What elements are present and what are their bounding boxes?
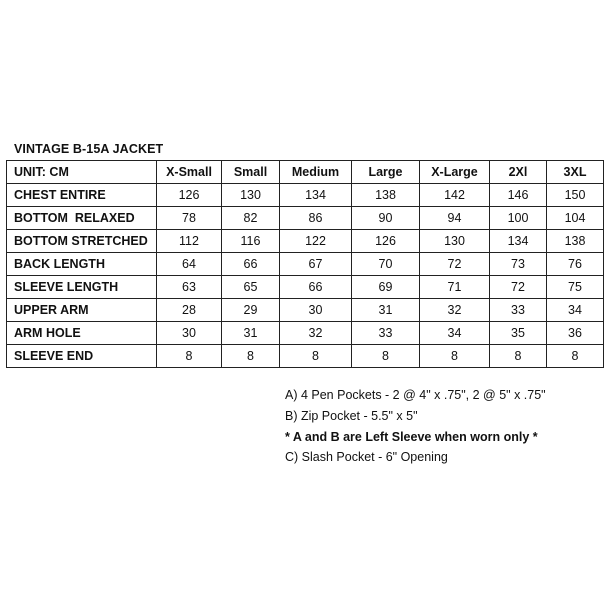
table-cell: 66 xyxy=(222,253,280,276)
table-cell: 8 xyxy=(157,345,222,368)
table-cell: 134 xyxy=(280,184,352,207)
table-cell: 126 xyxy=(157,184,222,207)
table-cell: 35 xyxy=(490,322,547,345)
table-cell: 75 xyxy=(547,276,604,299)
table-cell: 8 xyxy=(547,345,604,368)
table-cell: 69 xyxy=(352,276,420,299)
left-sleeve-note: * A and B are Left Sleeve when worn only * xyxy=(285,429,538,444)
table-cell: 142 xyxy=(420,184,490,207)
table-cell: 8 xyxy=(490,345,547,368)
table-row xyxy=(7,184,604,207)
row-label: BOTTOM STRETCHED xyxy=(7,230,157,253)
table-cell: 33 xyxy=(490,299,547,322)
size-header-large: Large xyxy=(352,161,420,184)
table-cell: 130 xyxy=(420,230,490,253)
table-cell: 32 xyxy=(280,322,352,345)
table-row xyxy=(7,276,604,299)
pen-pockets-note: A) 4 Pen Pockets - 2 @ 4" x .75", 2 @ 5" x .75" xyxy=(285,388,546,402)
table-cell: 130 xyxy=(222,184,280,207)
table-cell: 72 xyxy=(490,276,547,299)
size-header-2xl: 2Xl xyxy=(490,161,547,184)
table-row xyxy=(7,345,604,368)
table-cell: 34 xyxy=(547,299,604,322)
table-cell: 78 xyxy=(157,207,222,230)
row-label: CHEST ENTIRE xyxy=(7,184,157,207)
table-cell: 86 xyxy=(280,207,352,230)
size-header-medium: Medium xyxy=(280,161,352,184)
table-cell: 90 xyxy=(352,207,420,230)
table-cell: 64 xyxy=(157,253,222,276)
table-cell: 138 xyxy=(352,184,420,207)
table-cell: 70 xyxy=(352,253,420,276)
table-cell: 66 xyxy=(280,276,352,299)
table-cell: 33 xyxy=(352,322,420,345)
table-cell: 30 xyxy=(157,322,222,345)
table-cell: 73 xyxy=(490,253,547,276)
table-cell: 31 xyxy=(222,322,280,345)
table-cell: 126 xyxy=(352,230,420,253)
document-title: VINTAGE B-15A JACKET xyxy=(14,142,164,156)
table-cell: 82 xyxy=(222,207,280,230)
size-header-xlarge: X-Large xyxy=(420,161,490,184)
slash-pocket-note: C) Slash Pocket - 6" Opening xyxy=(285,450,448,465)
table-cell: 32 xyxy=(420,299,490,322)
table-cell: 31 xyxy=(352,299,420,322)
row-label: SLEEVE END xyxy=(7,345,157,368)
size-chart-table xyxy=(6,160,604,368)
table-cell: 29 xyxy=(222,299,280,322)
pocket-notes xyxy=(285,385,546,468)
table-cell: 28 xyxy=(157,299,222,322)
row-label: ARM HOLE xyxy=(7,322,157,345)
unit-header: UNIT: CM xyxy=(7,161,157,184)
table-cell: 94 xyxy=(420,207,490,230)
table-cell: 8 xyxy=(352,345,420,368)
size-header-small: Small xyxy=(222,161,280,184)
row-label: BACK LENGTH xyxy=(7,253,157,276)
table-cell: 65 xyxy=(222,276,280,299)
row-label: BOTTOM RELAXED xyxy=(7,207,157,230)
zip-pocket-note: B) Zip Pocket - 5.5" x 5" xyxy=(285,408,418,423)
table-cell: 8 xyxy=(420,345,490,368)
row-label: SLEEVE LENGTH xyxy=(7,276,157,299)
table-cell: 116 xyxy=(222,230,280,253)
table-cell: 104 xyxy=(547,207,604,230)
table-cell: 72 xyxy=(420,253,490,276)
table-row xyxy=(7,322,604,345)
table-cell: 150 xyxy=(547,184,604,207)
size-header-xsmall: X-Small xyxy=(157,161,222,184)
table-cell: 71 xyxy=(420,276,490,299)
table-cell: 63 xyxy=(157,276,222,299)
table-cell: 122 xyxy=(280,230,352,253)
table-cell: 112 xyxy=(157,230,222,253)
table-cell: 134 xyxy=(490,230,547,253)
table-cell: 8 xyxy=(222,345,280,368)
table-cell: 36 xyxy=(547,322,604,345)
size-header-3xl: 3XL xyxy=(547,161,604,184)
row-label: UPPER ARM xyxy=(7,299,157,322)
table-cell: 34 xyxy=(420,322,490,345)
header-row xyxy=(7,161,604,184)
table-row xyxy=(7,253,604,276)
table-cell: 8 xyxy=(280,345,352,368)
table-cell: 146 xyxy=(490,184,547,207)
table-cell: 76 xyxy=(547,253,604,276)
table-cell: 100 xyxy=(490,207,547,230)
table-row xyxy=(7,230,604,253)
table-cell: 30 xyxy=(280,299,352,322)
table-row xyxy=(7,299,604,322)
table-row xyxy=(7,207,604,230)
table-cell: 67 xyxy=(280,253,352,276)
table-cell: 138 xyxy=(547,230,604,253)
